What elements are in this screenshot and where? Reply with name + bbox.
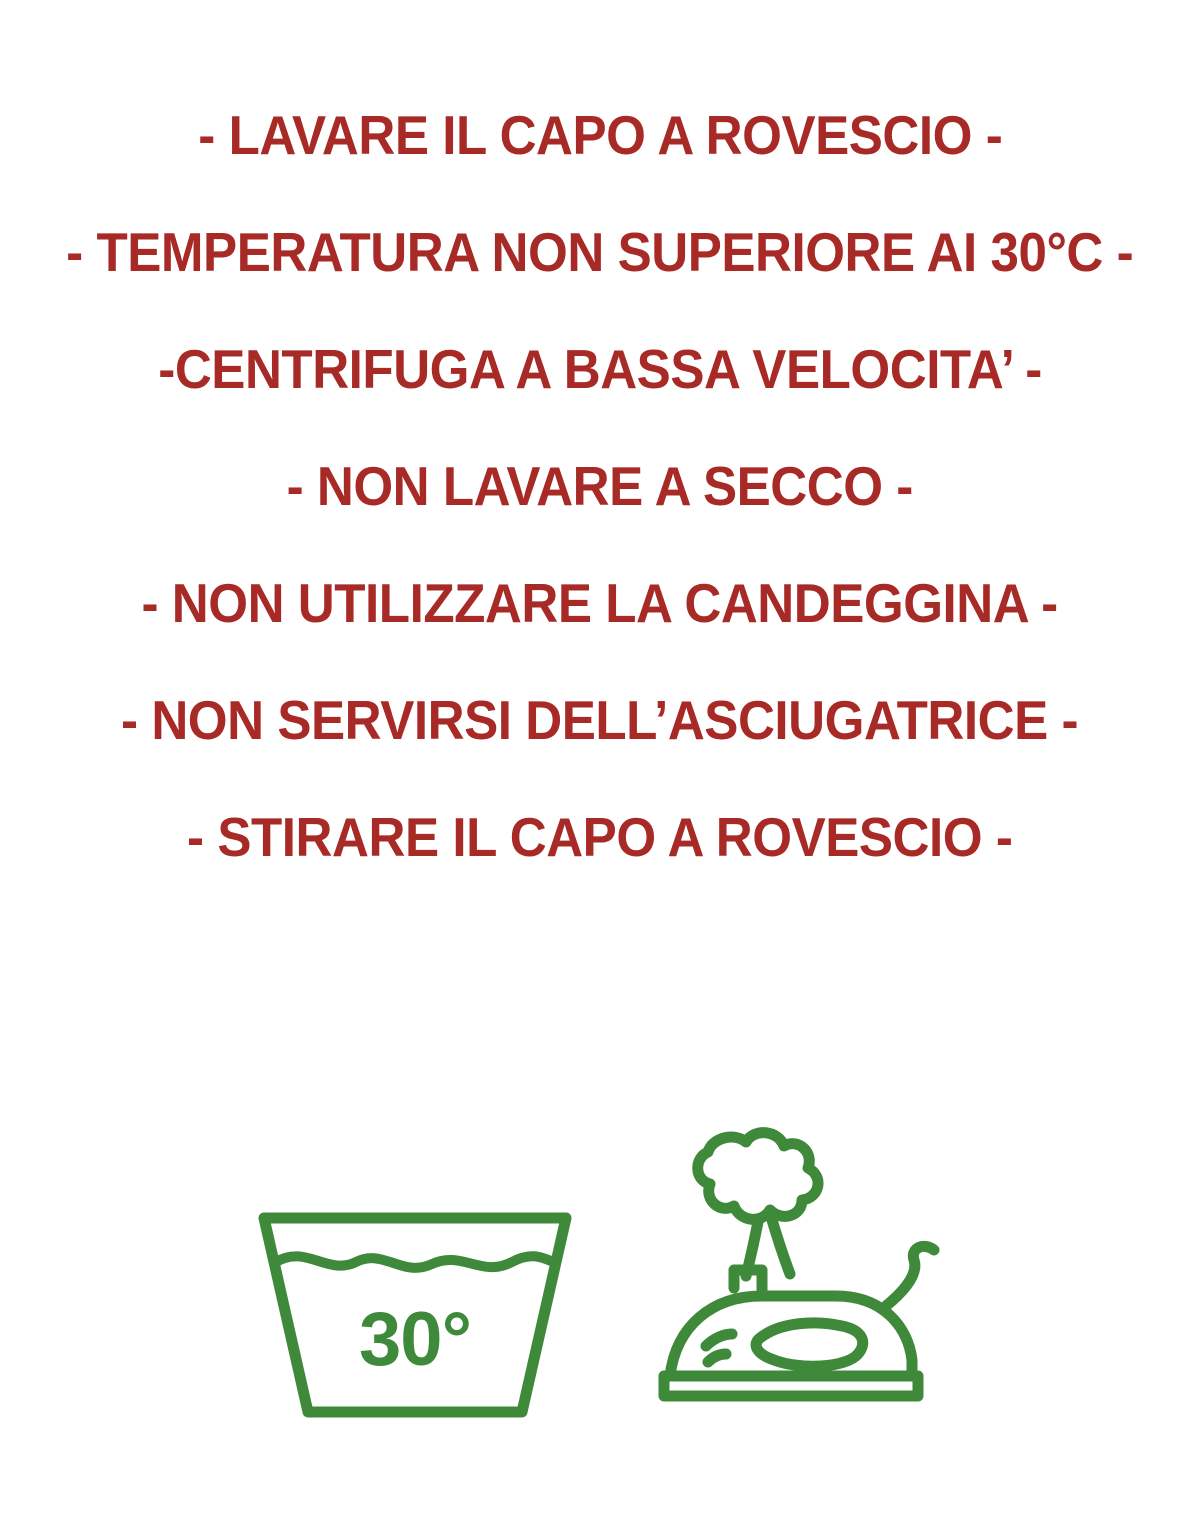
instruction-line-1: - LAVARE IL CAPO A ROVESCIO -: [197, 104, 1003, 166]
instruction-line-5: - NON UTILIZZARE LA CANDEGGINA -: [141, 572, 1059, 634]
wash-temperature-label: 30°: [359, 1297, 471, 1382]
care-symbols-row: [0, 1090, 1200, 1430]
instruction-line-4: - NON LAVARE A SECCO -: [286, 455, 914, 517]
instruction-line-3: -CENTRIFUGA A BASSA VELOCITA’ -: [158, 338, 1042, 400]
instruction-line-6: - NON SERVIRSI DELL’ASCIUGATRICE -: [121, 689, 1079, 751]
iron-steam-symbol: [650, 1110, 950, 1430]
instruction-line-7: - STIRARE IL CAPO A ROVESCIO -: [187, 806, 1013, 868]
instruction-line-2: - TEMPERATURA NON SUPERIORE AI 30°C -: [66, 221, 1134, 283]
iron-icon: [650, 1110, 950, 1430]
wash-30-symbol: [250, 1200, 580, 1430]
